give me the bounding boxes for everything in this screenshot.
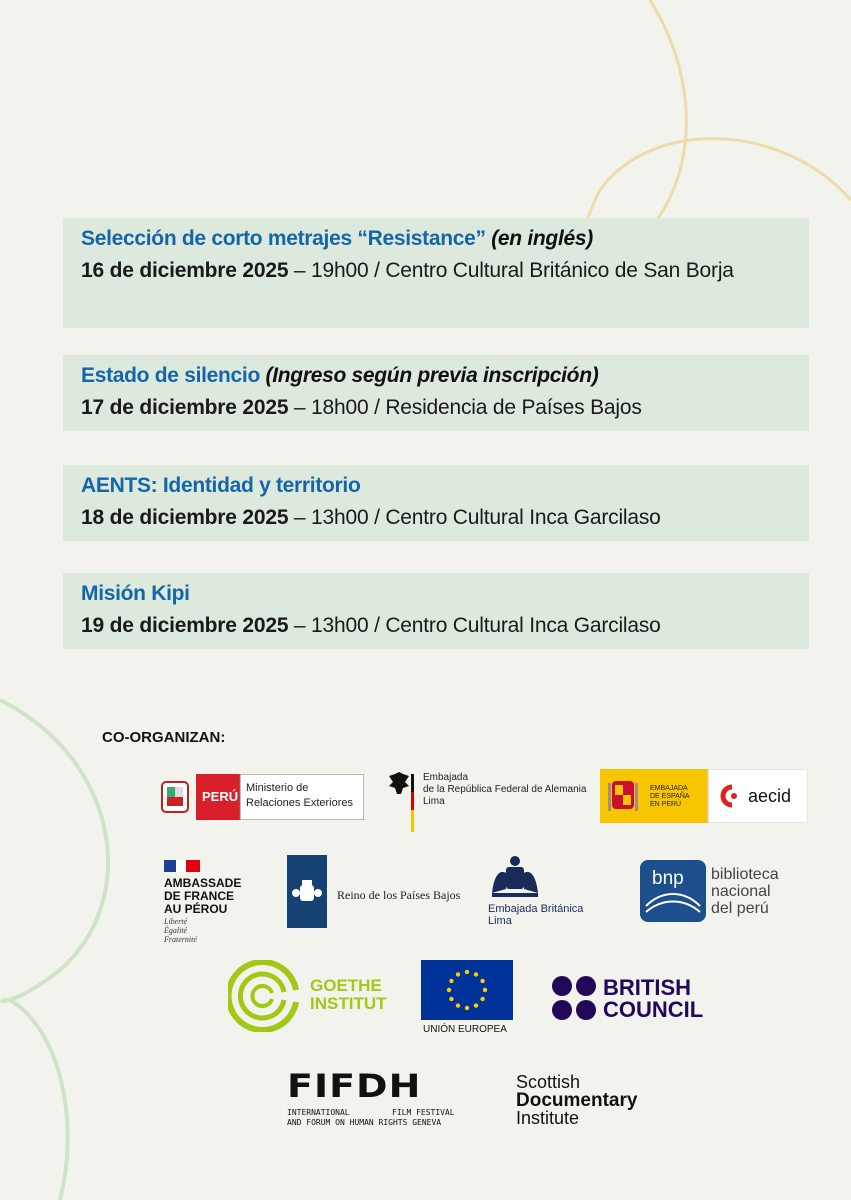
bnp-badge-text: bnp xyxy=(652,868,684,889)
sdi-line2: Documentary xyxy=(516,1090,638,1111)
logo-peru-ministry xyxy=(158,774,364,820)
event-time-place: – 13h00 / Centro Cultural Inca Garcilaso xyxy=(288,506,661,529)
logo-eu xyxy=(421,960,513,1040)
spain-line3: EN PERÚ xyxy=(650,801,682,808)
netherlands-name: Reino de los Países Bajos xyxy=(337,888,461,902)
logo-british-council xyxy=(551,975,711,1023)
peru-line1: Ministerio de xyxy=(246,782,309,794)
british-council-dots-icon xyxy=(551,975,599,1023)
uk-line1: Embajada Británica xyxy=(488,903,584,915)
eu-star-icon xyxy=(456,1003,460,1007)
german-eagle-icon xyxy=(385,770,415,834)
coorganizan-heading: CO-ORGANIZAN: xyxy=(102,729,226,746)
event-date: 17 de diciembre 2025 xyxy=(81,396,289,419)
eu-star-icon xyxy=(483,988,487,992)
peru-line2: Relaciones Exteriores xyxy=(246,797,353,809)
eu-star-icon xyxy=(465,1006,469,1010)
event-details xyxy=(81,609,791,642)
event-details xyxy=(81,254,791,287)
germany-line1: Embajada xyxy=(423,772,469,783)
event-date: 16 de diciembre 2025 xyxy=(81,259,289,282)
green-curve xyxy=(0,700,108,1200)
logo-scottish-documentary-institute xyxy=(516,1073,676,1129)
eu-star-icon xyxy=(480,997,484,1001)
event-card-3 xyxy=(63,465,809,541)
goethe-spiral-icon xyxy=(228,960,302,1032)
eu-star-icon xyxy=(474,972,478,976)
eu-name: UNIÓN EUROPEA xyxy=(423,1024,507,1035)
event-title: AENTS: Identidad y territorio xyxy=(81,474,361,497)
logo-uk-embassy xyxy=(486,853,606,933)
spain-coat-of-arms-icon xyxy=(608,781,638,811)
event-date: 19 de diciembre 2025 xyxy=(81,614,289,637)
bnp-line3: del perú xyxy=(711,900,769,917)
logo-spain-aecid xyxy=(600,769,808,823)
event-details xyxy=(81,391,791,424)
aecid-label: aecid xyxy=(748,786,792,806)
germany-line2: de la República Federal de Alemania xyxy=(423,784,587,795)
france-motto1: Liberté xyxy=(164,917,188,926)
sdi-line3: Institute xyxy=(516,1108,580,1128)
eu-star-icon xyxy=(449,997,453,1001)
logo-france-embassy xyxy=(164,858,264,948)
eu-star-icon xyxy=(465,970,469,974)
event-time-place: – 19h00 / Centro Cultural Británico de San Borja xyxy=(288,259,734,282)
logo-goethe-institut xyxy=(228,960,388,1032)
logo-germany-embassy xyxy=(385,770,595,834)
fifdh-line1a: INTERNATIONAL xyxy=(287,1108,350,1117)
eu-flag-icon xyxy=(421,960,513,1020)
event-details xyxy=(81,501,791,534)
event-time-place: – 13h00 / Centro Cultural Inca Garcilaso xyxy=(288,614,661,637)
logo-fifdh xyxy=(287,1067,463,1131)
royal-arms-icon xyxy=(486,853,546,899)
event-note: (en inglés) xyxy=(491,227,593,250)
eu-star-icon xyxy=(456,972,460,976)
spain-line1: EMBAJADA xyxy=(650,785,688,792)
goethe-line1: GOETHE xyxy=(310,976,382,995)
spain-line2: DE ESPAÑA xyxy=(650,793,690,800)
event-title: Misión Kipi xyxy=(81,582,190,605)
eu-star-icon xyxy=(447,988,451,992)
event-title: Selección de corto metrajes “Resistance” (en inglés) xyxy=(81,227,593,250)
eu-star-icon xyxy=(449,979,453,983)
event-note: (Ingreso según previa inscripción) xyxy=(265,364,599,387)
event-card-4 xyxy=(63,573,809,649)
bc-line1: BRITISH xyxy=(603,975,691,1000)
france-line1: AMBASSADE xyxy=(164,876,242,890)
france-motto2: Égalité xyxy=(164,926,188,935)
goethe-line2: INSTITUT xyxy=(310,994,387,1013)
event-title: Estado de silencio (Ingreso según previa inscripción) xyxy=(81,364,599,387)
fifdh-line1b: FILM FESTIVAL xyxy=(392,1108,455,1117)
marianne-icon xyxy=(164,858,204,874)
bnp-line2: nacional xyxy=(711,883,771,900)
bc-line2: COUNCIL xyxy=(603,997,704,1022)
logo-netherlands xyxy=(287,855,467,928)
event-date: 18 de diciembre 2025 xyxy=(81,506,289,529)
fifdh-wordmark: FIFDH xyxy=(287,1067,422,1105)
uk-line2: Lima xyxy=(488,915,512,927)
bnp-line1: biblioteca xyxy=(711,866,779,883)
event-time-place: – 18h00 / Residencia de Países Bajos xyxy=(288,396,642,419)
netherlands-crest-icon xyxy=(287,855,327,928)
germany-line3: Lima xyxy=(423,796,445,807)
fifdh-line2: AND FORUM ON HUMAN RIGHTS GENEVA xyxy=(287,1118,442,1127)
eu-star-icon xyxy=(480,979,484,983)
event-card-2 xyxy=(63,355,809,431)
sdi-line1: Scottish xyxy=(516,1072,581,1092)
eu-star-icon xyxy=(474,1003,478,1007)
event-card-1 xyxy=(63,218,809,328)
logo-bnp xyxy=(640,860,800,922)
france-line3: AU PÉROU xyxy=(164,902,228,916)
peru-badge: PERÚ xyxy=(202,789,239,804)
france-motto3: Fraternité xyxy=(164,935,197,944)
france-line2: DE FRANCE xyxy=(164,889,235,903)
